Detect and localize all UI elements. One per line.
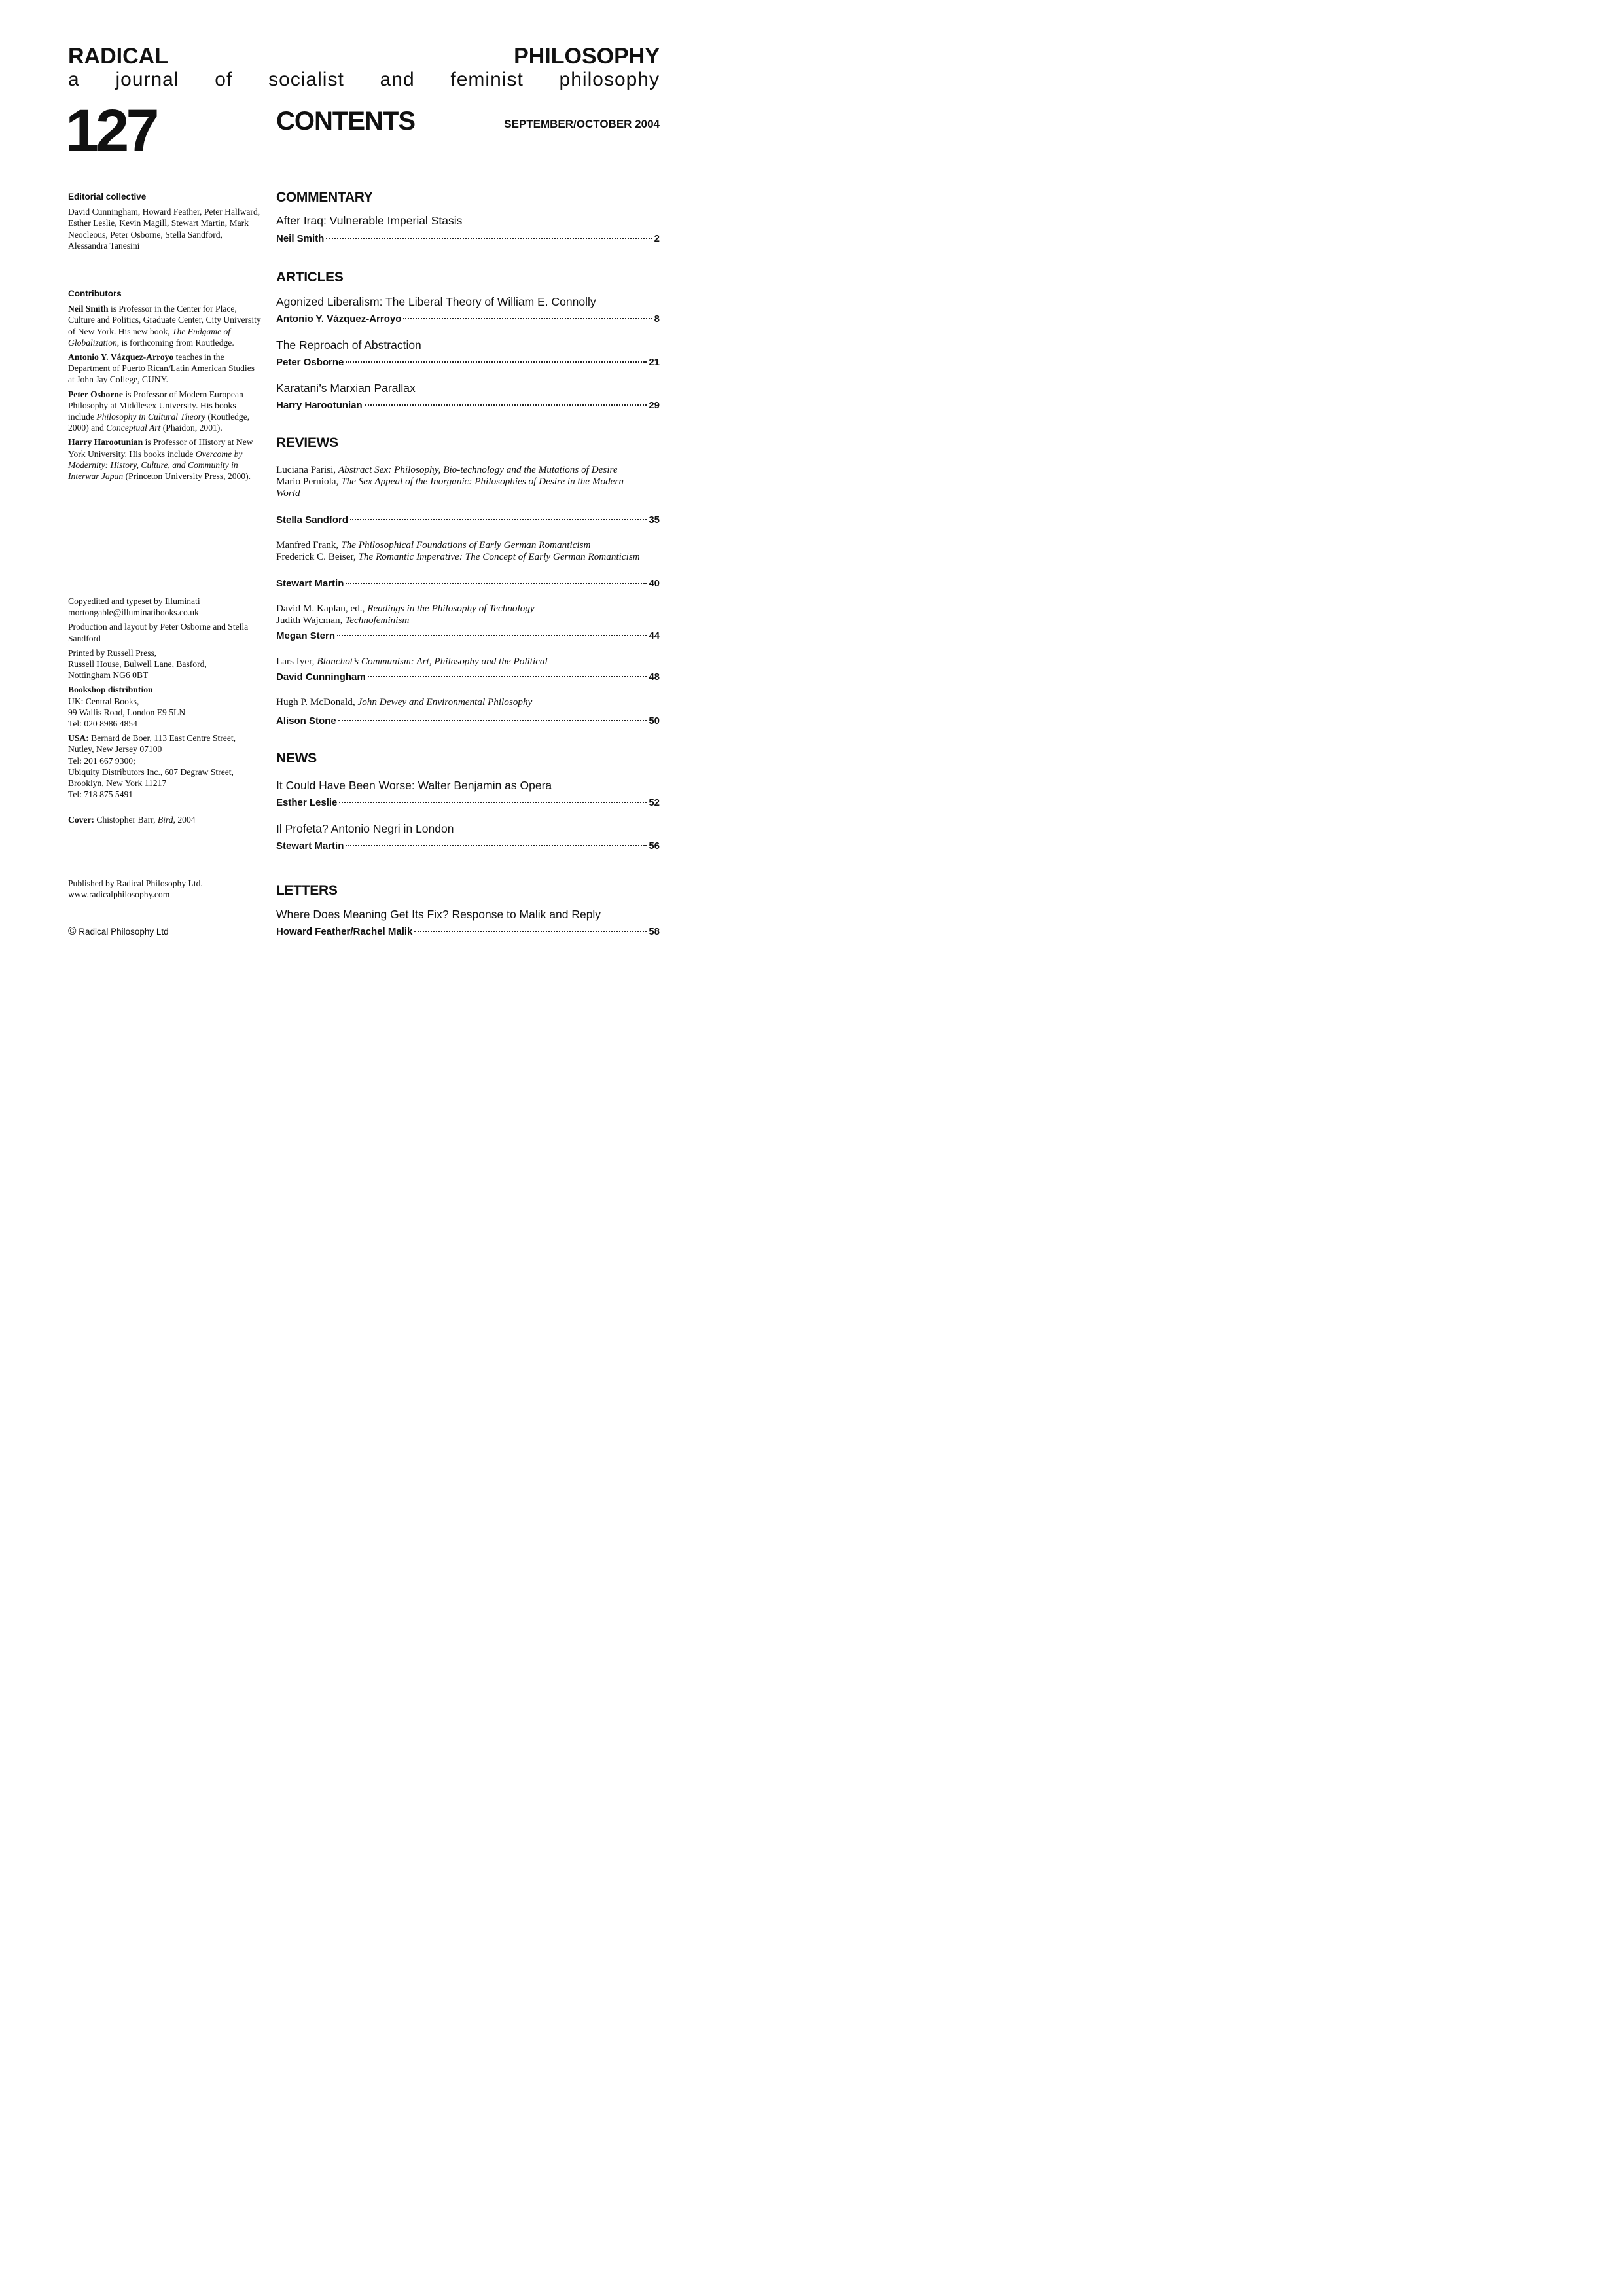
production-credits — [68, 596, 262, 800]
contributor-bio: Antonio Y. Vázquez-Arroyo teaches in the Department of Puerto Rican/Latin American Studies at John Jay College, CUNY. — [68, 352, 255, 385]
journal-tagline: a journal of socialist and feminist philosophy — [68, 69, 660, 90]
toc-entry: Harry Harootunian 29 — [276, 400, 660, 411]
section-letters: LETTERS — [276, 883, 338, 898]
printer-credit: Printed by Russell Press, — [68, 647, 157, 658]
contents-heading: CONTENTS — [276, 107, 415, 135]
section-reviews: REVIEWS — [276, 435, 338, 450]
review-books: Manfred Frank, The Philosophical Foundations of Early German Romanticism Frederick C. Beiser, The Romantic Imperative: The Concept of Early German Romanticism — [276, 539, 640, 562]
section-commentary: COMMENTARY — [276, 190, 373, 205]
contributor-bio: Peter Osborne is Professor of Modern European Philosophy at Middlesex University. His books include Philosophy in Cultural Theory (Routledge, 2000) and Conceptual Art (Phaidon, 2001). — [68, 389, 250, 433]
toc-entry: Megan Stern 44 — [276, 630, 660, 641]
entry-title: After Iraq: Vulnerable Imperial Stasis — [276, 214, 463, 227]
website: www.radicalphilosophy.com — [68, 889, 170, 900]
uk-distribution: Tel: 020 8986 4854 — [68, 719, 137, 729]
toc-entry: Esther Leslie 52 — [276, 797, 660, 808]
uk-distribution: 99 Wallis Road, London E9 5LN — [68, 707, 186, 717]
entry-title: Where Does Meaning Get Its Fix? Response to Malik and Reply — [276, 908, 601, 921]
entry-title: Agonized Liberalism: The Liberal Theory of William E. Connolly — [276, 295, 596, 308]
copyedit-email: mortongable@illuminatibooks.co.uk — [68, 607, 199, 618]
printer-address: Russell House, Bulwell Lane, Basford, — [68, 659, 207, 670]
layout-credit: Production and layout by Peter Osborne and Stella Sandford — [68, 622, 249, 643]
review-books: Hugh P. McDonald, John Dewey and Environmental Philosophy — [276, 696, 533, 708]
contributor-bio: Neil Smith is Professor in the Center for Place, Culture and Politics, Graduate Center, City University of New York. His new book, The Endgame of Globalization, is forthcoming from Routledge. — [68, 304, 261, 348]
publisher-info — [68, 878, 262, 900]
uk-distribution: UK: Central Books, — [68, 696, 139, 706]
entry-title: The Reproach of Abstraction — [276, 338, 421, 351]
review-books: Lars Iyer, Blanchot’s Communism: Art, Philosophy and the Political — [276, 656, 548, 667]
entry-title: Il Profeta? Antonio Negri in London — [276, 822, 454, 835]
toc-entry: Alison Stone 50 — [276, 715, 660, 726]
editorial-heading: Editorial collective — [68, 192, 147, 202]
issue-date: SEPTEMBER/OCTOBER 2004 — [504, 118, 660, 130]
toc-entry: Antonio Y. Vázquez-Arroyo 8 — [276, 314, 660, 325]
entry-title: It Could Have Been Worse: Walter Benjamin as Opera — [276, 779, 552, 792]
review-books: Luciana Parisi, Abstract Sex: Philosophy, Bio-technology and the Mutations of Desire Mario Perniola, The Sex Appeal of the Inorganic: Philosophies of Desire in the Modern World — [276, 464, 624, 499]
usa-distribution: USA: Bernard de Boer, 113 East Centre Street, Nutley, New Jersey 07100 — [68, 733, 236, 755]
toc-entry: Howard Feather/Rachel Malik 58 — [276, 926, 660, 937]
section-articles: ARTICLES — [276, 270, 344, 285]
cover-credit: Cover: Chistopher Barr, Bird, 2004 — [68, 815, 196, 825]
editorial-collective — [68, 191, 262, 251]
issue-number: 127 — [65, 98, 156, 164]
contributors-heading: Contributors — [68, 289, 122, 298]
copyright: © Radical Philosophy Ltd — [68, 925, 169, 937]
toc-entry: Peter Osborne 21 — [276, 357, 660, 368]
journal-title: RADICAL PHILOSOPHY — [68, 44, 660, 69]
entry-title: Karatani’s Marxian Parallax — [276, 382, 416, 395]
bookshop-heading: Bookshop distribution — [68, 685, 153, 695]
toc-entry: Stewart Martin 56 — [276, 840, 660, 852]
toc-entry: David Cunningham 48 — [276, 672, 660, 683]
copyedit-credit: Copyedited and typeset by Illuminati — [68, 596, 200, 606]
contributor-bio: Harry Harootunian is Professor of History at New York University. His books include Overcome by Modernity: History, Culture, and Community in Interwar Japan (Princeton University Press, 2000). — [68, 437, 253, 482]
printer-address: Nottingham NG6 0BT — [68, 670, 149, 681]
toc-entry: Stella Sandford 35 — [276, 514, 660, 526]
publisher: Published by Radical Philosophy Ltd. — [68, 878, 203, 888]
usa-distribution: Brooklyn, New York 11217 — [68, 778, 167, 789]
usa-distribution: Tel: 201 667 9300; — [68, 755, 135, 766]
contributors — [68, 288, 262, 485]
toc-entry: Neil Smith 2 — [276, 233, 660, 244]
editorial-members: David Cunningham, Howard Feather, Peter Hallward, Esther Leslie, Kevin Magill, Stewart Martin, Mark Neocleous, Peter Osborne, Stella Sandford, Alessandra Tanesini — [68, 207, 260, 251]
review-books: David M. Kaplan, ed., Readings in the Philosophy of Technology Judith Wajcman, Technofeminism — [276, 603, 535, 626]
section-news: NEWS — [276, 751, 317, 766]
usa-distribution: Ubiquity Distributors Inc., 607 Degraw Street, — [68, 766, 234, 777]
usa-distribution: Tel: 718 875 5491 — [68, 789, 134, 800]
toc-entry: Stewart Martin 40 — [276, 578, 660, 589]
copyright-icon: © — [68, 925, 77, 937]
